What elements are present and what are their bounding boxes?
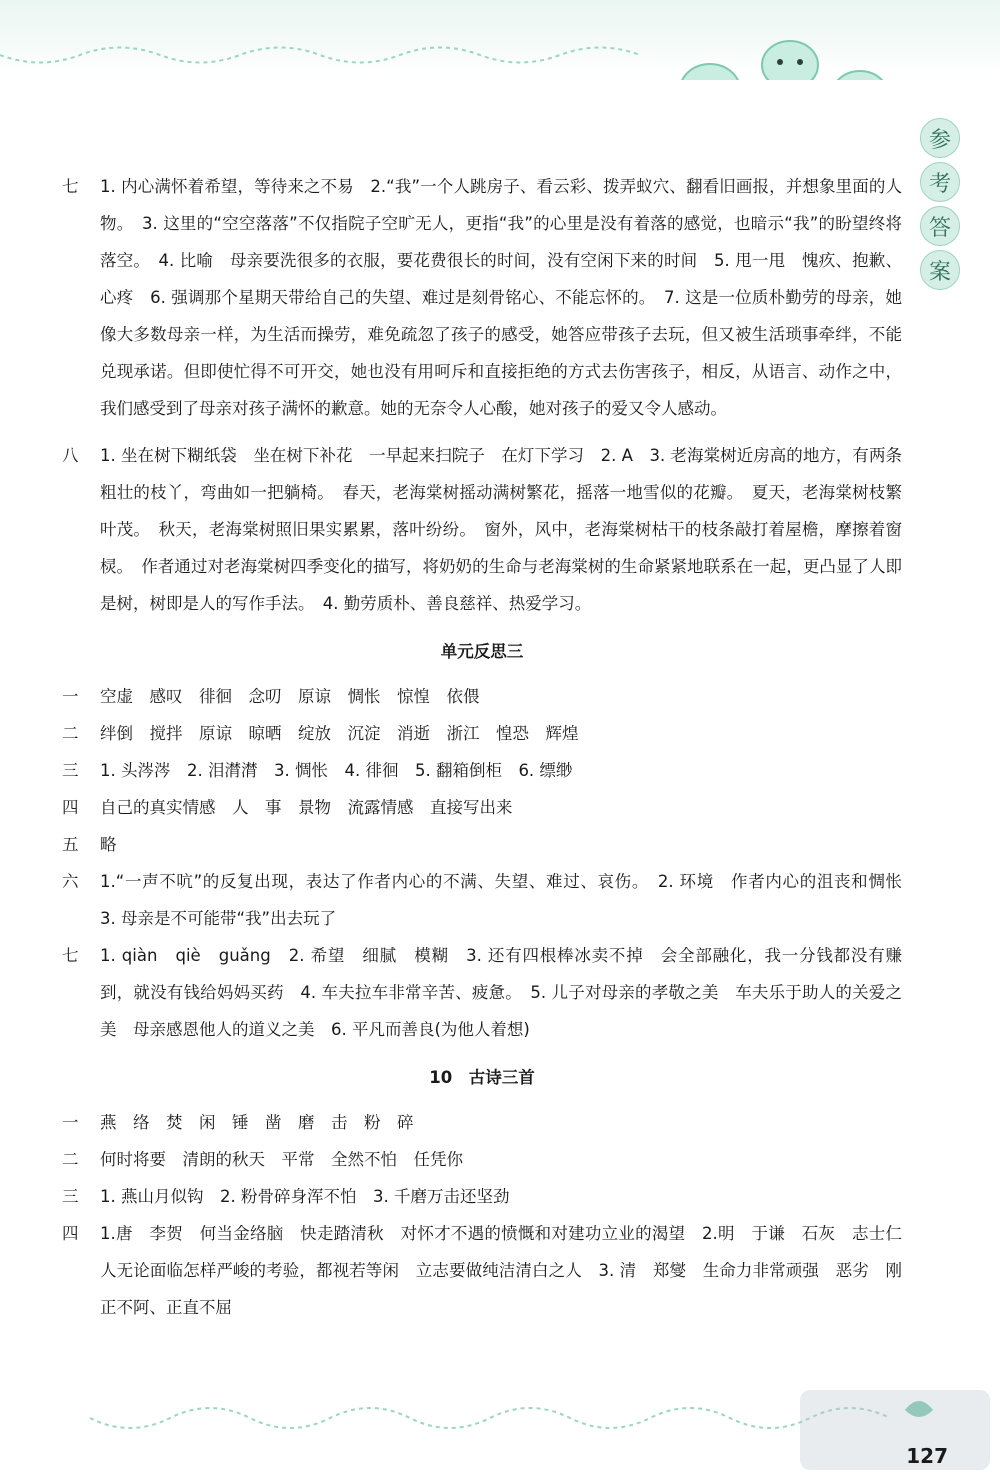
answer-item (62, 937, 902, 1048)
section-title: 10 古诗三首 (429, 1068, 535, 1087)
answer-item (62, 789, 902, 826)
question-number: 二 (62, 724, 79, 743)
answer-text: 1.“一声不吭”的反复出现，表达了作者内心的不满、失望、难过、哀伤。 2. 环境 作者内心的沮丧和惆怅 3. 母亲是不可能带“我”出去玩了 (100, 872, 919, 928)
reference-answer-tab (918, 118, 962, 290)
answer-text: 何时将要 清朗的秋天 平常 全然不怕 任凭你 (100, 1150, 463, 1169)
answer-text: 绊倒 搅拌 原谅 晾晒 绽放 沉淀 消逝 浙江 惶恐 辉煌 (100, 724, 579, 743)
question-number: 八 (62, 446, 79, 465)
question-number: 七 (62, 946, 79, 965)
answer-item (62, 863, 919, 937)
page-number: 127 (906, 1444, 948, 1468)
question-number: 五 (62, 835, 79, 854)
question-number: 一 (62, 1113, 79, 1132)
answer-item (62, 752, 902, 789)
answer-item (62, 715, 902, 752)
section-title: 单元反思三 (440, 642, 524, 661)
tab-char: 答 (920, 206, 960, 246)
cartoon-dogs-icon (680, 41, 888, 80)
answer-text: 略 (100, 835, 117, 854)
question-number: 三 (62, 761, 79, 780)
answer-item (62, 437, 902, 622)
tab-char: 参 (920, 118, 960, 158)
answer-text: 1.唐 李贺 何当金络脑 快走踏清秋 对怀才不遇的愤慨和对建功立业的渴望 2.明 于谦 石灰 志士仁人无论面临怎样严峻的考验，都视若等闲 立志要做纯洁清白之人 3. 清 郑燮 生命力非常顽强 恶劣 刚正不阿、正直不屈 (100, 1224, 902, 1317)
answer-text: 空虚 感叹 徘徊 念叨 原谅 惆怅 惊惶 依偎 (100, 687, 480, 706)
answer-text: 1. 内心满怀着希望，等待来之不易 2.“我”一个人跳房子、看云彩、拨弄蚁穴、翻看旧画报，并想象里面的人物。 3. 这里的“空空落落”不仅指院子空旷无人，更指“我”的心里是没有着落的感觉，也暗示“我”的盼望终将落空。 4. 比喻 母亲要洗很多的衣服，要花费很长的时间，没有空闲下来的时间 5. 甩一甩 愧疚、抱歉、心疼 6. 强调那个星期天带给自己的失望、难过是刻骨铭心、不能忘怀的。 7. 这是一位质朴勤劳的母亲，她像大多数母亲一样，为生活而操劳，难免疏忽了孩子的感受，她答应带孩子去玩，但又被生活琐事牵绊，不能兑现承诺。但即使忙得不可开交，她也没有用呵斥和直接拒绝的方式去伤害孩子，相反，从语言、动作之中，我们感受到了母亲对孩子满怀的歉意。她的无奈令人心酸，她对孩子的爱又令人感动。 (100, 177, 902, 418)
answer-text: 1. 燕山月似钩 2. 粉骨碎身浑不怕 3. 千磨万击还坚劲 (100, 1187, 510, 1206)
answer-text: 自己的真实情感 人 事 景物 流露情感 直接写出来 (100, 798, 513, 817)
answer-content (62, 168, 919, 1326)
answer-item (62, 168, 902, 427)
answer-item (62, 826, 902, 863)
header-wave-decoration (0, 0, 1000, 80)
answer-text: 1. 坐在树下糊纸袋 坐在树下补花 一早起来扫院子 在灯下学习 2. A 3. 老海棠树近房高的地方，有两条粗壮的枝丫，弯曲如一把躺椅。 春天，老海棠树摇动满树繁花，摇落一地雪似的花瓣。 夏天，老海棠树枝繁叶茂。 秋天，老海棠树照旧果实累累，落叶纷纷。 窗外，风中，老海棠树枯干的枝条敲打着屋檐，摩擦着窗棂。 作者通过对老海棠树四季变化的描写，将奶奶的生命与老海棠树的生命紧紧地联系在一起，更凸显了人即是树，树即是人的写作手法。 4. 勤劳质朴、善良慈祥、热爱学习。 (100, 446, 902, 613)
question-number: 六 (62, 872, 79, 891)
answer-item (62, 1215, 902, 1326)
watermark-logo (800, 1390, 990, 1470)
question-number: 四 (62, 1224, 79, 1243)
answer-item (62, 1178, 902, 1215)
answer-item (62, 1104, 902, 1141)
tab-char: 考 (920, 162, 960, 202)
question-number: 四 (62, 798, 79, 817)
answer-text: 1. qiàn qiè guǎng 2. 希望 细腻 模糊 3. 还有四根棒冰卖不掉 会全部融化，我一分钱都没有赚到，就没有钱给妈妈买药 4. 车夫拉车非常辛苦、疲惫。 5. 儿子对母亲的孝敬之美 车夫乐于助人的关爱之美 母亲感恩他人的道义之美 6. 平凡而善良(为他人着想) (100, 946, 902, 1039)
answer-item (62, 1141, 902, 1178)
question-number: 三 (62, 1187, 79, 1206)
answer-text: 1. 头涔涔 2. 泪潸潸 3. 惆怅 4. 徘徊 5. 翻箱倒柜 6. 缥缈 (100, 761, 573, 780)
tab-char: 案 (920, 250, 960, 290)
question-number: 一 (62, 687, 79, 706)
answer-item (62, 678, 902, 715)
question-number: 七 (62, 177, 79, 196)
question-number: 二 (62, 1150, 79, 1169)
answer-text: 燕 络 焚 闲 锤 凿 磨 击 粉 碎 (100, 1113, 414, 1132)
